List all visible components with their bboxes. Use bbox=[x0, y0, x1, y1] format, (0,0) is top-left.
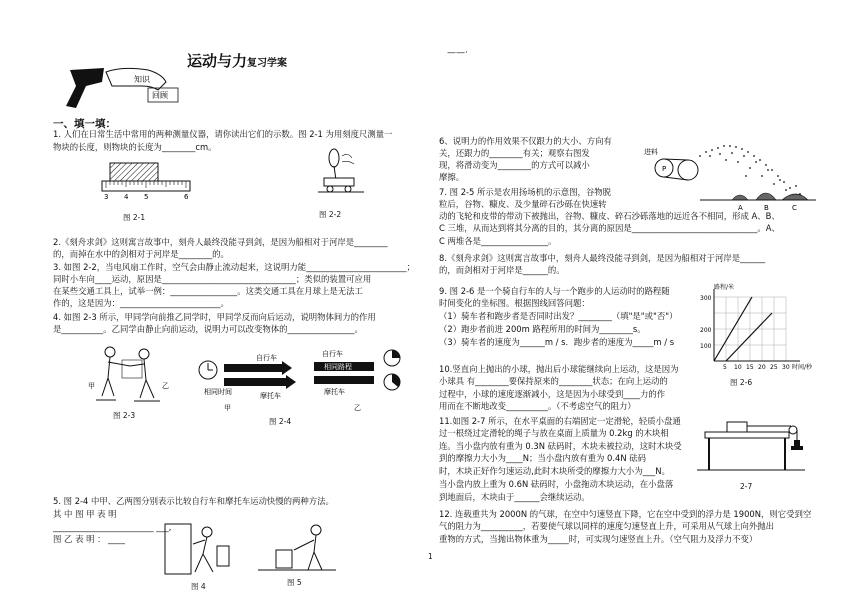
q10-line2: 小球具 有________要保持原来的________状态；在向上运动的 bbox=[439, 376, 668, 386]
q8-line1: 8.《刻舟求剑》这则寓言故事中，刻舟人最终没能寻到剑，是因为船相对于河岸是______ bbox=[439, 253, 766, 263]
q2-line1: 2.《刻舟求剑》这则寓言故事中，刻舟人最终没能寻到剑，是因为船相对于河岸是________ bbox=[53, 237, 388, 247]
graph-xtick: 30 bbox=[782, 364, 790, 371]
q11-line7: 到地面后，木块由于______会继续运动。 bbox=[439, 492, 590, 502]
q12-line1: 12. 连载重共为 2000N 的气球，在空中匀速竖直下降，它在空中受到的浮力是 1900N，则它受到空 bbox=[439, 509, 812, 519]
knowledge-review-logo bbox=[62, 64, 202, 112]
graph-ytick: 100 bbox=[700, 343, 712, 350]
q5-line1: 5. 图 2-4 中甲、乙两图分别表示比较自行车和摩托车运动快慢的两种方法。 bbox=[53, 496, 334, 506]
skaters-figure bbox=[88, 344, 174, 406]
q11-line5: 时，木块正好作匀速运动,此时木块所受的摩擦力大小为___N。 bbox=[439, 466, 670, 476]
q9-line5: （3）骑车者的速度为______m / s．跑步者的速度为_____m / s bbox=[439, 337, 675, 347]
graph-xtick: 20 bbox=[758, 364, 766, 371]
q10-line1: 10.竖直向上抛出的小球，抛出后小球能继续向上运动，这是因为 bbox=[439, 364, 679, 374]
q5-line4: 图 乙 表 明 ： ____ bbox=[53, 534, 125, 544]
q10-line3: 过程中，小球的速度逐渐减小，这是因为小球受到____力的作 bbox=[439, 389, 666, 399]
title-sub: 复习学案 bbox=[247, 58, 288, 69]
fig25-wheel-label: P bbox=[662, 165, 667, 173]
q1-line1: 1. 人们在日常生活中常用的两种测量仪器，请你读出它们的示数。图 2-1 为用刻度尺测量一 bbox=[53, 129, 393, 139]
fig23-label-yi: 乙 bbox=[162, 382, 169, 390]
q9-line3: （1）骑车者和跑步者是否同时出发？________（填"是"或"否"） bbox=[439, 311, 678, 321]
q11-line3: 连。当小盘内放有重为 0.3N 砝码时，木块未被拉动，这时木块受 bbox=[439, 441, 682, 451]
q1-line2: 物块的长度，则物块的长度为________cm。 bbox=[53, 142, 217, 152]
fig24-same-dist-label: 相同路程 bbox=[324, 363, 352, 371]
q5-line2: 其 中 图 甲 表 明 bbox=[53, 509, 117, 519]
graph-ytick: 300 bbox=[700, 295, 712, 302]
fig24-bike-label-2: 自行车 bbox=[322, 350, 343, 358]
fig24-moto-label: 摩托车 bbox=[260, 392, 281, 400]
fig25-pile-b: B bbox=[764, 204, 769, 212]
fig24-same-time-label: 相同时间 bbox=[204, 388, 232, 396]
caption-2-7: 2-7 bbox=[740, 482, 753, 491]
graph-xtick: 10 bbox=[734, 364, 742, 371]
caption-2-3: 图 2-3 bbox=[113, 411, 136, 420]
fig24-bike-label: 自行车 bbox=[256, 354, 277, 362]
q7-line1: 7. 图 2-5 所示是农用扬场机的示意图，谷物脱 bbox=[439, 187, 612, 197]
speed-comparison-figure bbox=[196, 346, 406, 412]
q7-line2: 粒后，谷物、糠皮、及少量碎石沙砾在快速转 bbox=[439, 199, 607, 209]
header-mark: ——· bbox=[447, 48, 468, 58]
pushing-figure bbox=[163, 518, 233, 580]
winnower-figure bbox=[640, 138, 820, 216]
fig25-feed-label: 进料 bbox=[644, 148, 658, 156]
page-title bbox=[187, 50, 287, 71]
logo-text-1: 知识 bbox=[134, 75, 150, 84]
q3-line2: 同时小车向____运动，原因是________________________________；类似的装置可应用 bbox=[53, 274, 372, 284]
graph-xtick: 5 bbox=[723, 364, 727, 371]
q12-line2: 气的阻力为__________，若要使气球以同样的速度匀速竖直上升，可采用从气球上向外抛出 bbox=[439, 521, 774, 531]
q12-line3: 重物的方式，当抛出物体重为_____时，可实现匀速竖直上升。（空气阻力及浮力不变） bbox=[439, 534, 758, 544]
q9-line2: 时间变化的坐标图。根据图线回答问题： bbox=[439, 298, 590, 308]
caption-fig4: 图 4 bbox=[191, 582, 206, 591]
q6-line3: 现，将滑动变为________的方式可以减小 bbox=[439, 160, 590, 170]
q11-line1: 11.如图 2-7 所示，在水平桌面的右端固定一定滑轮，轻质小盘通 bbox=[439, 416, 681, 426]
q3-line3: 在某些交通工具上，试举一例：________________。这类交通工具在月球上是无法工 bbox=[53, 286, 363, 296]
title-main: 运动与力 bbox=[187, 52, 248, 70]
graph-ytick: 200 bbox=[700, 327, 712, 334]
fig24-moto-label-2: 摩托车 bbox=[324, 388, 345, 396]
distance-time-graph bbox=[700, 283, 820, 375]
caption-2-2: 图 2-2 bbox=[319, 210, 342, 219]
graph-ylabel: 路程/米 bbox=[714, 284, 735, 291]
q5-line3: ________________________ ___, bbox=[53, 522, 172, 532]
graph-xlabel: 时间/秒 bbox=[792, 364, 813, 371]
ruler-tick-label: 4 bbox=[124, 193, 129, 201]
ruler-tick-label: 6 bbox=[184, 193, 189, 201]
q7-line4: C 三堆，从而达到将其分离的目的，其分离的原因是______________________________。A、 bbox=[439, 223, 780, 233]
q6-line2: 关，还跟力的________有关；观察右图发 bbox=[439, 148, 590, 158]
fan-cart-figure bbox=[316, 148, 366, 196]
pulling-figure bbox=[258, 520, 338, 574]
q11-line6: 当小盘内放上重为 0.6N 砝码时，小盘拖动木块运动，在小盘落 bbox=[439, 479, 674, 489]
q4-line2: 是__________。乙同学由静止向前运动，说明力可以改变物体的________________。 bbox=[53, 324, 363, 334]
graph-xtick: 15 bbox=[746, 364, 754, 371]
ruler-figure bbox=[100, 161, 200, 203]
graph-xtick: 25 bbox=[770, 364, 778, 371]
q11-line4: 到的摩擦力大小为____N；当小盘内放有重为 0.4N 砝码 bbox=[439, 453, 647, 463]
caption-fig5: 图 5 bbox=[287, 578, 302, 587]
caption-2-4: 图 2-4 bbox=[269, 417, 292, 426]
q8-line2: 的，而剑相对于河岸是______的。 bbox=[439, 265, 565, 275]
q7-line5: C 两堆各是________________。 bbox=[439, 236, 557, 246]
page-number: 1 bbox=[428, 552, 433, 561]
fig24-jia-label: 甲 bbox=[224, 404, 231, 412]
fig24-yi-label: 乙 bbox=[354, 404, 361, 412]
fig25-pile-a: A bbox=[738, 204, 743, 212]
ruler-tick-label: 3 bbox=[104, 193, 109, 201]
q9-line4: （2）跑步者前进 200m 路程所用的时间为________s。 bbox=[439, 324, 646, 334]
fig25-pile-c: C bbox=[792, 204, 797, 212]
q3-line1: 3. 如图 2-2，当电风扇工作时，空气会由静止流动起来，这说明力能________________________； bbox=[53, 262, 415, 272]
fig23-label-jia: 甲 bbox=[88, 382, 95, 390]
ruler-tick-label: 5 bbox=[144, 193, 149, 201]
q6-line4: 摩擦。 bbox=[439, 172, 465, 182]
table-pulley-figure bbox=[697, 410, 807, 480]
runner-line bbox=[726, 313, 772, 361]
caption-2-1: 图 2-1 bbox=[123, 213, 146, 222]
q7-line3: 动的飞轮和皮带的带动下被抛出，谷物、糠皮、碎石沙砾落地的远近各不相同，形成 A、B、 bbox=[439, 211, 780, 221]
q11-line2: 过一根绕过定滑轮的绳子与放在桌面上质量为 0.2kg 的木块相 bbox=[439, 428, 669, 438]
q9-line1: 9. 图 2-6 是一个骑自行车的人与一个跑步的人运动时的路程随 bbox=[439, 286, 670, 296]
section-heading: 一、填一填： bbox=[53, 118, 116, 130]
caption-2-6: 图 2-6 bbox=[730, 378, 753, 387]
q4-line1: 4. 如图 2-3 所示，甲同学向前推乙同学时，甲同学反而向后运动，说明物体间力的作用 bbox=[53, 312, 376, 322]
logo-text-2: 回顾 bbox=[152, 91, 168, 100]
q2-line2: 的，而掉在水中的剑相对于河岸是________的。 bbox=[53, 249, 229, 259]
q10-line4: 用而在不断地改变__________。（不考虑空气的阻力） bbox=[439, 401, 636, 411]
q3-line4: 作的，这是因为：________________________。 bbox=[53, 298, 229, 308]
q6-line1: 6、说明力的作用效果不仅跟力的大小、方向有 bbox=[439, 136, 612, 146]
